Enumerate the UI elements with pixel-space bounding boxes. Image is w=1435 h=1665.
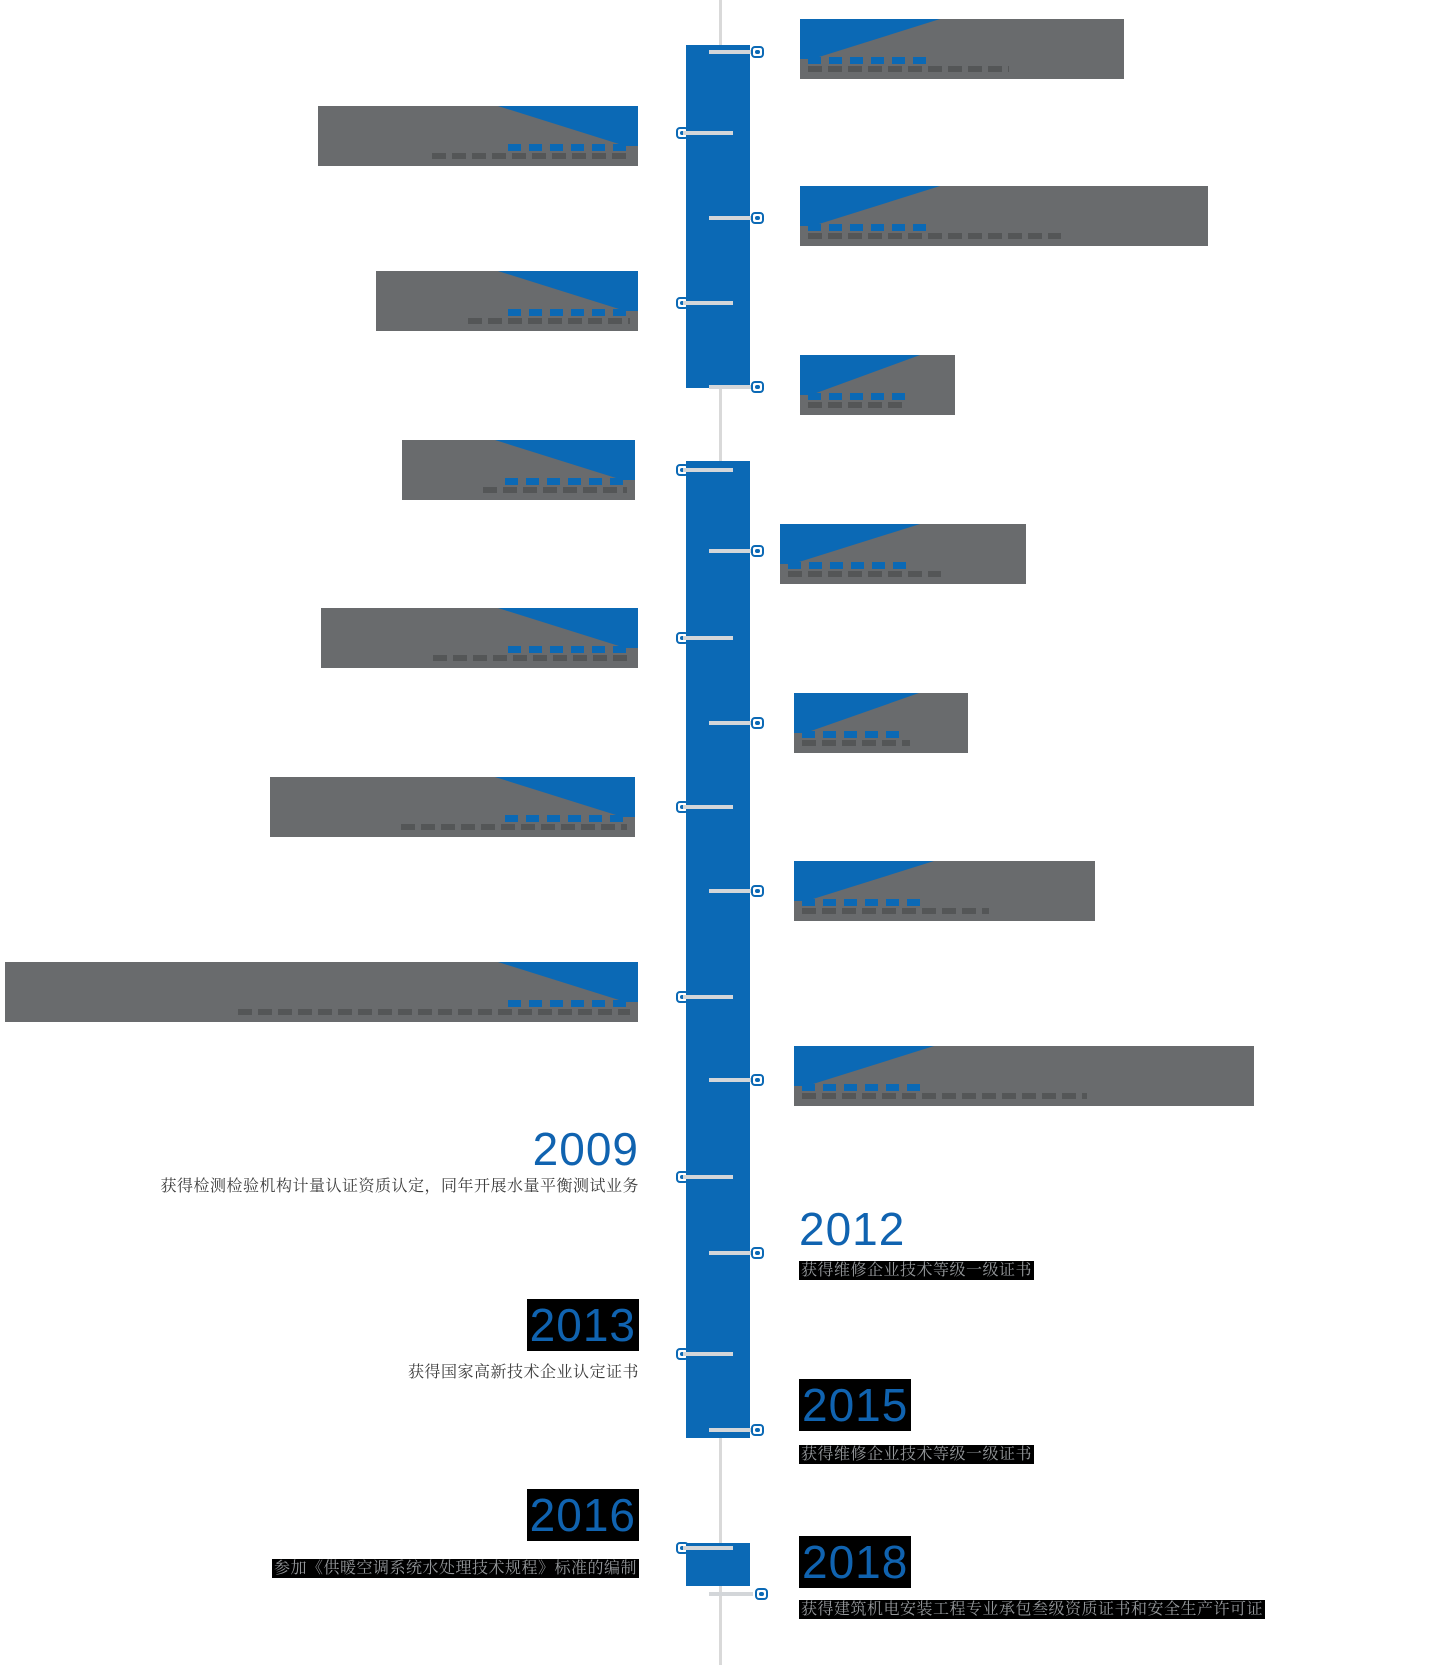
event-ribbon — [794, 1046, 934, 1086]
timeline-tick — [683, 805, 733, 809]
timeline-bar-segment — [686, 461, 750, 1438]
event-year: 2016 — [272, 1496, 639, 1534]
year-text-peek — [508, 144, 630, 151]
event-2018 — [799, 1536, 1265, 1618]
timeline-tick — [709, 549, 753, 553]
event-description: 获得检测检验机构计量认证资质认定，同年开展水量平衡测试业务 — [160, 1178, 639, 1195]
timeline-node-icon — [751, 46, 764, 58]
year-text-peek — [802, 899, 924, 906]
year-text-peek — [508, 1000, 630, 1007]
timeline-node-icon — [751, 381, 764, 393]
event-ribbon — [800, 19, 940, 59]
covered-event-box — [800, 19, 1124, 79]
event-description: 获得维修企业技术等级一级证书 — [801, 1446, 1033, 1463]
year-text-peek — [808, 393, 908, 400]
year-text-peek — [508, 309, 630, 316]
covered-event-box — [794, 1046, 1254, 1106]
timeline-node-icon — [751, 1247, 764, 1259]
event-ribbon — [498, 962, 638, 1002]
description-text-peek — [433, 655, 630, 661]
timeline-node-icon — [751, 545, 764, 557]
event-year: 2013 — [408, 1306, 639, 1344]
event-ribbon — [800, 355, 920, 395]
description-text-peek — [802, 740, 910, 746]
year-text-peek — [505, 478, 627, 485]
description-text-peek — [808, 402, 904, 408]
timeline-tick — [709, 385, 753, 389]
event-description: 获得维修企业技术等级一级证书 — [801, 1262, 1033, 1279]
event-2015 — [799, 1379, 1034, 1463]
year-text-peek — [808, 57, 930, 64]
event-description: 参加《供暖空调系统水处理技术规程》标准的编制 — [273, 1560, 637, 1577]
event-ribbon — [794, 861, 934, 901]
timeline-node-icon — [751, 1424, 764, 1436]
timeline-node-icon — [751, 717, 764, 729]
timeline-tick — [683, 1546, 733, 1550]
event-ribbon — [498, 608, 638, 648]
event-year: 2012 — [799, 1203, 906, 1255]
year-text-peek — [802, 731, 907, 738]
event-2016 — [272, 1489, 639, 1577]
covered-event-box — [318, 106, 638, 166]
timeline-tick — [709, 1592, 753, 1596]
description-text-peek — [401, 824, 627, 830]
description-text-peek — [788, 571, 941, 577]
timeline-tick — [709, 1428, 753, 1432]
timeline-node-icon — [751, 1074, 764, 1086]
description-text-peek — [802, 1093, 1087, 1099]
covered-event-box — [321, 608, 638, 668]
description-text-peek — [808, 233, 1061, 239]
timeline-tick — [709, 1078, 753, 1082]
description-text-peek — [468, 318, 630, 324]
timeline-tick — [683, 995, 733, 999]
event-year: 2009 — [532, 1123, 639, 1175]
covered-event-box — [800, 186, 1208, 246]
description-text-peek — [483, 487, 627, 493]
event-year: 2018 — [799, 1543, 1265, 1581]
description-text-peek — [432, 153, 630, 159]
event-ribbon — [498, 106, 638, 146]
year-text-peek — [802, 1084, 924, 1091]
event-ribbon — [495, 777, 635, 817]
covered-event-box — [376, 271, 638, 331]
year-text-peek — [505, 815, 627, 822]
timeline-tick — [683, 636, 733, 640]
event-description: 获得建筑机电安装工程专业承包叁级资质证书和安全生产许可证 — [801, 1601, 1264, 1618]
timeline-tick — [709, 50, 753, 54]
timeline-tick — [709, 889, 753, 893]
event-ribbon — [794, 693, 919, 733]
covered-event-box — [5, 962, 638, 1022]
event-year: 2015 — [799, 1386, 1034, 1424]
timeline-tick — [683, 131, 733, 135]
covered-event-box — [402, 440, 635, 500]
covered-event-box — [794, 861, 1095, 921]
description-text-peek — [802, 908, 989, 914]
timeline-tick — [683, 468, 733, 472]
timeline-tick — [709, 1251, 753, 1255]
covered-event-box — [794, 693, 968, 753]
timeline-tick — [683, 301, 733, 305]
year-text-peek — [808, 224, 930, 231]
timeline-node-icon — [751, 212, 764, 224]
timeline-tick — [683, 1352, 733, 1356]
covered-event-box — [270, 777, 635, 837]
event-ribbon — [780, 524, 920, 564]
event-ribbon — [498, 271, 638, 311]
event-description: 获得国家高新技术企业认定证书 — [407, 1364, 639, 1381]
event-ribbon — [800, 186, 940, 226]
year-text-peek — [788, 562, 910, 569]
timeline-tick — [709, 216, 753, 220]
covered-event-box — [800, 355, 955, 415]
description-text-peek — [238, 1009, 630, 1015]
covered-event-box — [780, 524, 1026, 584]
event-2013 — [407, 1299, 639, 1381]
event-2012 — [799, 1203, 1034, 1279]
timeline-node-icon — [751, 885, 764, 897]
year-text-peek — [508, 646, 630, 653]
description-text-peek — [808, 66, 1009, 72]
event-ribbon — [495, 440, 635, 480]
timeline-tick — [709, 721, 753, 725]
event-2009 — [160, 1123, 639, 1195]
timeline-node-icon — [755, 1588, 768, 1600]
timeline-tick — [683, 1175, 733, 1179]
